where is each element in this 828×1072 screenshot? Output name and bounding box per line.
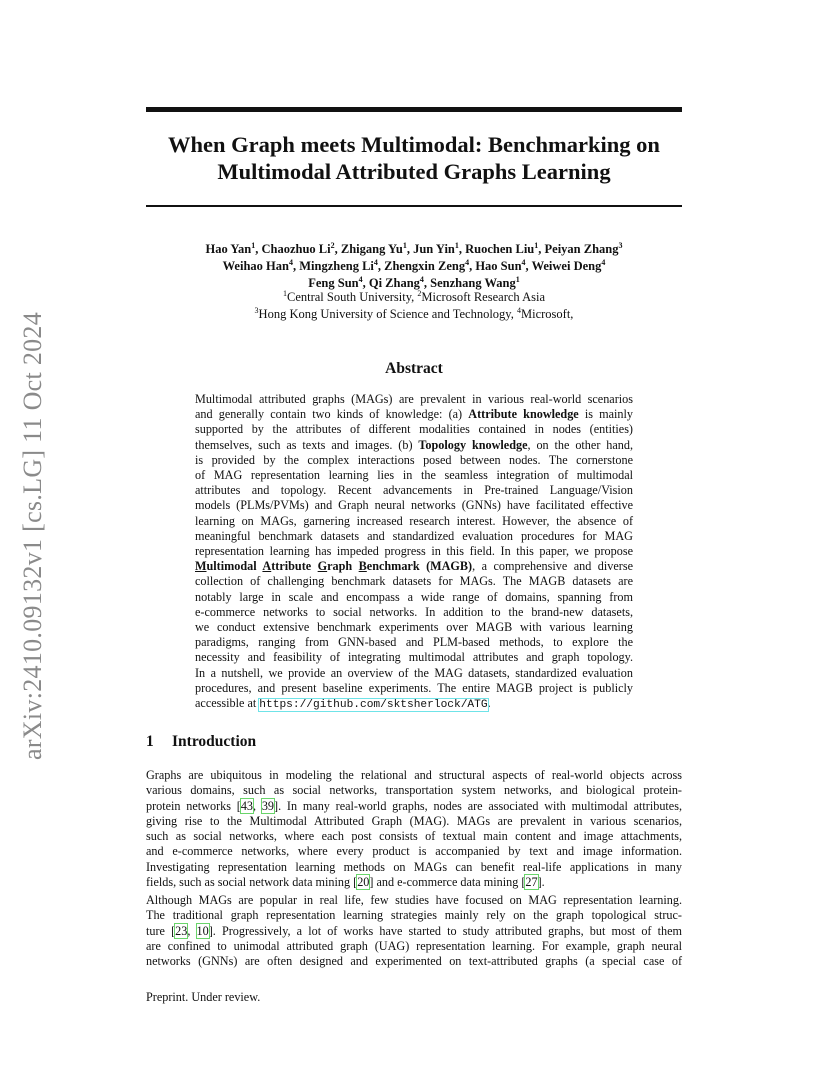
author-name: Jun Yin bbox=[413, 242, 455, 256]
abstract-line: paradigms, ranging from GNN-based and PLM-based methods, to explore the bbox=[195, 635, 633, 650]
title-line-2: Multimodal Attributed Graphs Learning bbox=[217, 159, 611, 184]
section-heading-introduction bbox=[146, 733, 256, 751]
title-line-1: When Graph meets Multimodal: Benchmarking on bbox=[168, 132, 660, 157]
abstract-line: accessible at https://github.com/sktsherlock/ATG. bbox=[195, 696, 491, 712]
paragraph-line: The traditional graph representation learning strategies mainly rely on the graph topological struc- bbox=[146, 908, 682, 923]
affiliation-name: Hong Kong University of Science and Technology, bbox=[258, 307, 517, 321]
affiliation-name: Central South University, bbox=[286, 290, 418, 304]
affiliation-marker: 4 bbox=[601, 258, 606, 267]
abstract-line: collection of challenging benchmark datasets for MAGs. The MAGB datasets are bbox=[195, 574, 633, 589]
section-title: Introduction bbox=[172, 733, 257, 750]
affiliation-marker: 4 bbox=[288, 258, 293, 267]
abstract-body bbox=[195, 392, 633, 713]
author-name: Feng Sun bbox=[308, 276, 359, 290]
paragraph-line: Although MAGs are popular in real life, few studies have focused on MAG representation learning. bbox=[146, 893, 682, 907]
author-name: Hao Sun bbox=[475, 259, 522, 273]
abstract-line: necessity and feasibility of integrating multimodal attributes and graph topology. bbox=[195, 650, 633, 665]
abstract-line: themselves, such as texts and images. (b) Topology knowledge, on the other hand, bbox=[195, 437, 634, 452]
abstract-line: representation learning has impeded progress in this field. In this paper, we propose bbox=[195, 544, 633, 559]
affiliation-marker: 4 bbox=[521, 258, 526, 267]
abstract-line: e-commerce networks to social networks. In addition to the brand-new datasets, bbox=[195, 604, 633, 619]
author-name: Qi Zhang bbox=[368, 276, 420, 290]
affiliation-marker: 1 bbox=[282, 289, 287, 298]
author-name: Zhigang Yu bbox=[340, 242, 403, 256]
affiliation-marker: 4 bbox=[419, 275, 424, 284]
paragraph-line: networks (GNNs) are often designed and experimented on text-attributed graphs (a special case of bbox=[146, 954, 682, 969]
abstract-line: notably large in scale and encompass a wide range of domains, spanning from bbox=[195, 589, 633, 604]
citation-link[interactable]: 39 bbox=[261, 798, 275, 813]
author-line-2: Weihao Han$^4$, Mingzheng Li$^4$, Zhengxin Zeng$^4$, Hao Sun$^4$, Weiwei Deng$^4$ bbox=[222, 258, 606, 273]
affiliation-marker: 1 bbox=[402, 241, 407, 250]
author-list bbox=[146, 241, 682, 292]
author-name: Senzhang Wang bbox=[430, 276, 516, 290]
affiliation-marker: 3 bbox=[254, 306, 259, 315]
affiliation-marker: 4 bbox=[358, 275, 363, 284]
paragraph-line: giving rise to the Multimodal Attributed Graph (MAG). MAGs are prevalent in various scenarios, bbox=[146, 813, 682, 828]
citation-link[interactable]: 43 bbox=[240, 798, 253, 813]
affiliation-line-2 bbox=[146, 306, 682, 323]
affiliation-name: Microsoft, bbox=[521, 307, 574, 321]
abstract-line: and generally contain two kinds of knowledge: (a) Attribute knowledge is mainly bbox=[195, 407, 633, 422]
author-name: Hao Yan bbox=[205, 242, 252, 256]
affiliations bbox=[146, 289, 682, 323]
author-name: Ruochen Liu bbox=[465, 242, 535, 256]
arxiv-side-stamp: arXiv:2410.09132v1 [cs.LG] 11 Oct 2024 bbox=[18, 311, 47, 760]
citation-link[interactable]: 27 bbox=[525, 875, 538, 890]
author-name: Chaozhuo Li bbox=[261, 242, 331, 256]
attribute-knowledge-term: Attribute knowledge bbox=[468, 407, 579, 422]
title-top-rule bbox=[146, 107, 682, 112]
author-line-3: Feng Sun$^4$, Qi Zhang$^4$, Senzhang Wang$^1$ bbox=[308, 275, 520, 290]
paragraph-line: protein networks [43, 39]. In many real-world graphs, nodes are associated with multimodal attributes, bbox=[146, 798, 683, 813]
abstract-line: is provided by the complex interactions posed between nodes. The cornerstone bbox=[195, 452, 633, 467]
abstract-line: of MAG representation learning lies in the seamless integration of multimodal bbox=[195, 468, 633, 483]
citation-link[interactable]: 23 bbox=[175, 923, 188, 938]
author-name: Weiwei Deng bbox=[531, 259, 602, 273]
project-url-link[interactable]: https://github.com/sktsherlock/ATG bbox=[259, 699, 488, 712]
title-bottom-rule bbox=[146, 205, 682, 207]
footer-note: Preprint. Under review. bbox=[146, 990, 261, 1004]
affiliation-name: Microsoft Research Asia bbox=[421, 290, 545, 304]
abstract-line: Multimodal attributed graphs (MAGs) are prevalent in various real-world scenarios bbox=[195, 392, 633, 406]
affiliation-marker: 1 bbox=[454, 241, 459, 250]
abstract-line: attributes and topology. Recent advancements in Pre-trained Language/Vision bbox=[195, 483, 633, 498]
paragraph-line: Investigating representation learning methods on MAGs can benefit real-life applications in many bbox=[146, 859, 682, 874]
author-line-1: Hao Yan$^1$, Chaozhuo Li$^2$, Zhigang Yu$^1$, Jun Yin$^1$, Ruochen Liu$^1$, Peiyan Zhang$^3$ bbox=[205, 241, 623, 256]
topology-knowledge-term: Topology knowledge bbox=[418, 437, 528, 452]
citation-link[interactable]: 10 bbox=[196, 923, 209, 938]
author-name: Weihao Han bbox=[222, 259, 289, 273]
affiliation-marker: 2 bbox=[417, 289, 422, 298]
author-name: Mingzheng Li bbox=[299, 259, 374, 273]
paper-title bbox=[146, 131, 682, 185]
paragraph-line: and e-commerce networks, where every product is accompanied by text and image information. bbox=[146, 844, 682, 859]
paragraph-line: fields, such as social network data mining [20] and e-commerce data mining [27]. bbox=[146, 875, 545, 890]
paragraph-line: various domains, such as social networks, transportation system networks, and biological protein- bbox=[146, 783, 682, 798]
abstract-line: learning on MAGs, garnering increased research interest. However, the absence of bbox=[195, 513, 633, 528]
author-name: Zhengxin Zeng bbox=[384, 259, 466, 273]
affiliation-line-1 bbox=[146, 289, 682, 306]
paragraph-line: such as social networks, where each post consists of textual main content and image attachments, bbox=[146, 829, 682, 844]
affiliation-marker: 4 bbox=[465, 258, 470, 267]
abstract-line: we conduct extensive benchmark experiments over MAGB with various learning bbox=[195, 620, 633, 635]
affiliation-marker: 1 bbox=[534, 241, 539, 250]
abstract-line: supported by the attributes of different modalities contained in nodes (entities) bbox=[195, 422, 633, 437]
paragraph-line: ture [23, 10]. Progressively, a lot of works have started to study attributed graphs, but most of them bbox=[146, 923, 682, 938]
author-name: Peiyan Zhang bbox=[544, 242, 619, 256]
citation-link[interactable]: 20 bbox=[357, 875, 370, 890]
affiliation-marker: 1 bbox=[515, 275, 520, 284]
abstract-line: models (PLMs/PVMs) and Graph neural networks (GNNs) have facilitated effective bbox=[195, 498, 633, 513]
affiliation-marker: 3 bbox=[618, 241, 623, 250]
section-number: 1 bbox=[146, 733, 154, 750]
paragraph-line: Graphs are ubiquitous in modeling the relational and structural aspects of real-world objects across bbox=[146, 768, 682, 782]
abstract-line: Multimodal Attribute Graph Benchmark (MAGB), a comprehensive and diverse bbox=[195, 559, 633, 574]
abstract-line: meaningful benchmark datasets and standardized evaluation procedures for MAG bbox=[195, 528, 633, 543]
paragraph-line: are confined to unimodal attributed graph (UAG) representation learning. For example, graph neural bbox=[146, 938, 682, 953]
intro-paragraph-1 bbox=[146, 768, 682, 890]
affiliation-marker: 2 bbox=[330, 241, 335, 250]
abstract-heading: Abstract bbox=[385, 360, 443, 377]
abstract-line: In a nutshell, we provide an overview of the MAG datasets, standardized evaluation bbox=[195, 665, 633, 680]
affiliation-marker: 4 bbox=[373, 258, 378, 267]
intro-paragraph-2 bbox=[146, 893, 682, 969]
benchmark-name: Multimodal Attribute Graph Benchmark (MAGB) bbox=[195, 559, 473, 574]
affiliation-marker: 1 bbox=[251, 241, 256, 250]
affiliation-marker: 4 bbox=[517, 306, 521, 315]
abstract-line: procedures, and present baseline experiments. The entire MAGB project is publicly bbox=[195, 680, 633, 695]
